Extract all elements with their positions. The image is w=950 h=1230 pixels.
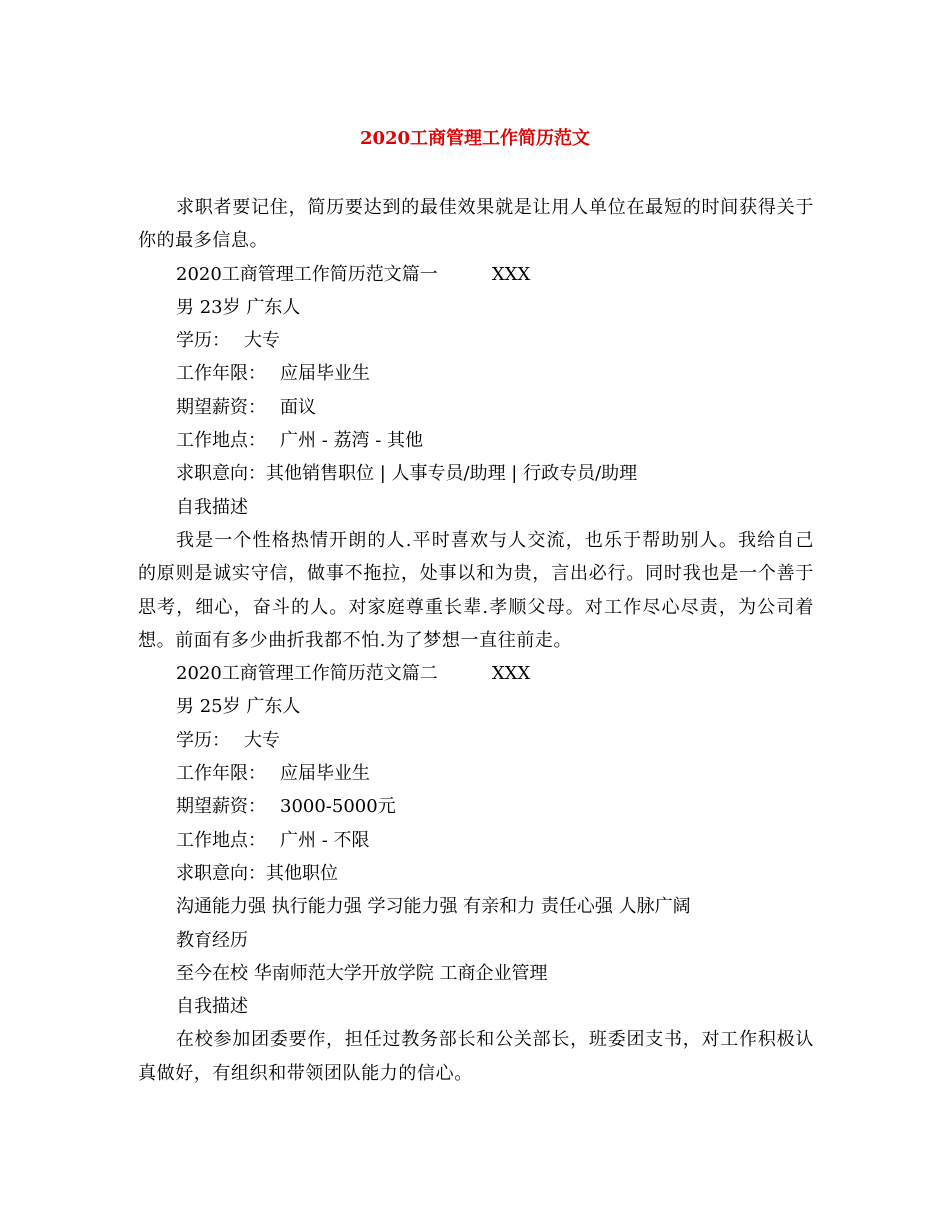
- resume2-skills: 沟通能力强 执行能力强 学习能力强 有亲和力 责任心强 人脉广阔: [176, 896, 691, 918]
- resume2-basic: 男 25岁 广东人: [176, 696, 301, 718]
- resume2-self-desc: 在校参加团委要作，担任过教务部长和公关部长，班委团支书，对工作积极认真做好，有组织和带领团队能力的信心。: [138, 1029, 814, 1084]
- resume1-years-value: 应届毕业生: [280, 363, 370, 385]
- resume2-education-label: 学历：: [176, 729, 230, 751]
- resume1-education-label: 学历：: [176, 330, 230, 352]
- resume2-heading-line: [138, 657, 814, 690]
- resume2-heading: 2020工商管理工作简历范文篇二: [176, 663, 438, 685]
- resume2-education-heading: 教育经历: [176, 929, 248, 951]
- resume1-location: [138, 424, 814, 457]
- resume2-years: [138, 757, 814, 790]
- resume2-location-label: 工作地点：: [176, 829, 266, 851]
- resume2-education: [138, 724, 814, 757]
- resume1-self-desc: 我是一个性格热情开朗的人.平时喜欢与人交流，也乐于帮助别人。我给自己的原则是诚实守信，做事不拖拉，处事以和为贵，言出必行。同时我也是一个善于思考，细心，奋斗的人。对家庭尊重长辈.孝顺父母。对工作尽心尽责，为公司着想。前面有多少曲折我都不怕.为了梦想一直往前走。: [138, 529, 814, 651]
- resume2-self-desc-heading: 自我描述: [176, 996, 248, 1018]
- resume2-salary-label: 期望薪资：: [176, 796, 266, 818]
- resume2-location: [138, 824, 814, 857]
- resume2-intent-label: 求职意向：: [176, 862, 266, 884]
- intro-paragraph: 求职者要记住，简历要达到的最佳效果就是让用人单位在最短的时间获得关于你的最多信息。: [138, 197, 814, 252]
- resume1-location-label: 工作地点：: [176, 430, 266, 452]
- resume1-name: XXX: [491, 263, 531, 285]
- resume1-heading: 2020工商管理工作简历范文篇一: [176, 263, 438, 285]
- resume1-intent: [138, 457, 814, 490]
- resume2-years-label: 工作年限：: [176, 763, 266, 785]
- resume1-education-value: 大专: [244, 330, 280, 352]
- resume1-years-label: 工作年限：: [176, 363, 266, 385]
- resume1-salary-label: 期望薪资：: [176, 396, 266, 418]
- document-body: [138, 191, 814, 1090]
- resume1-salary: [138, 391, 814, 424]
- resume2-intent-value: 其他职位: [266, 862, 338, 884]
- resume2-location-value: 广州 - 不限: [280, 829, 370, 851]
- resume2-salary: [138, 790, 814, 823]
- resume1-basic: 男 23岁 广东人: [176, 296, 301, 318]
- resume2-years-value: 应届毕业生: [280, 763, 370, 785]
- document-title: 2020工商管理工作简历范文: [359, 128, 591, 149]
- resume2-name: XXX: [491, 663, 531, 685]
- resume1-years: [138, 357, 814, 390]
- resume1-self-desc-heading: 自我描述: [176, 496, 248, 518]
- resume1-heading-line: [138, 258, 814, 291]
- resume1-salary-value: 面议: [280, 396, 316, 418]
- resume1-location-value: 广州 - 荔湾 - 其他: [280, 430, 424, 452]
- resume1-education: [138, 324, 814, 357]
- resume2-education-detail: 至今在校 华南师范大学开放学院 工商企业管理: [176, 962, 548, 984]
- resume1-intent-value: 其他销售职位 | 人事专员/助理 | 行政专员/助理: [266, 463, 638, 485]
- resume2-salary-value: 3000-5000元: [280, 796, 396, 818]
- resume2-education-value: 大专: [244, 729, 280, 751]
- resume2-intent: [138, 857, 814, 890]
- resume1-intent-label: 求职意向：: [176, 463, 266, 485]
